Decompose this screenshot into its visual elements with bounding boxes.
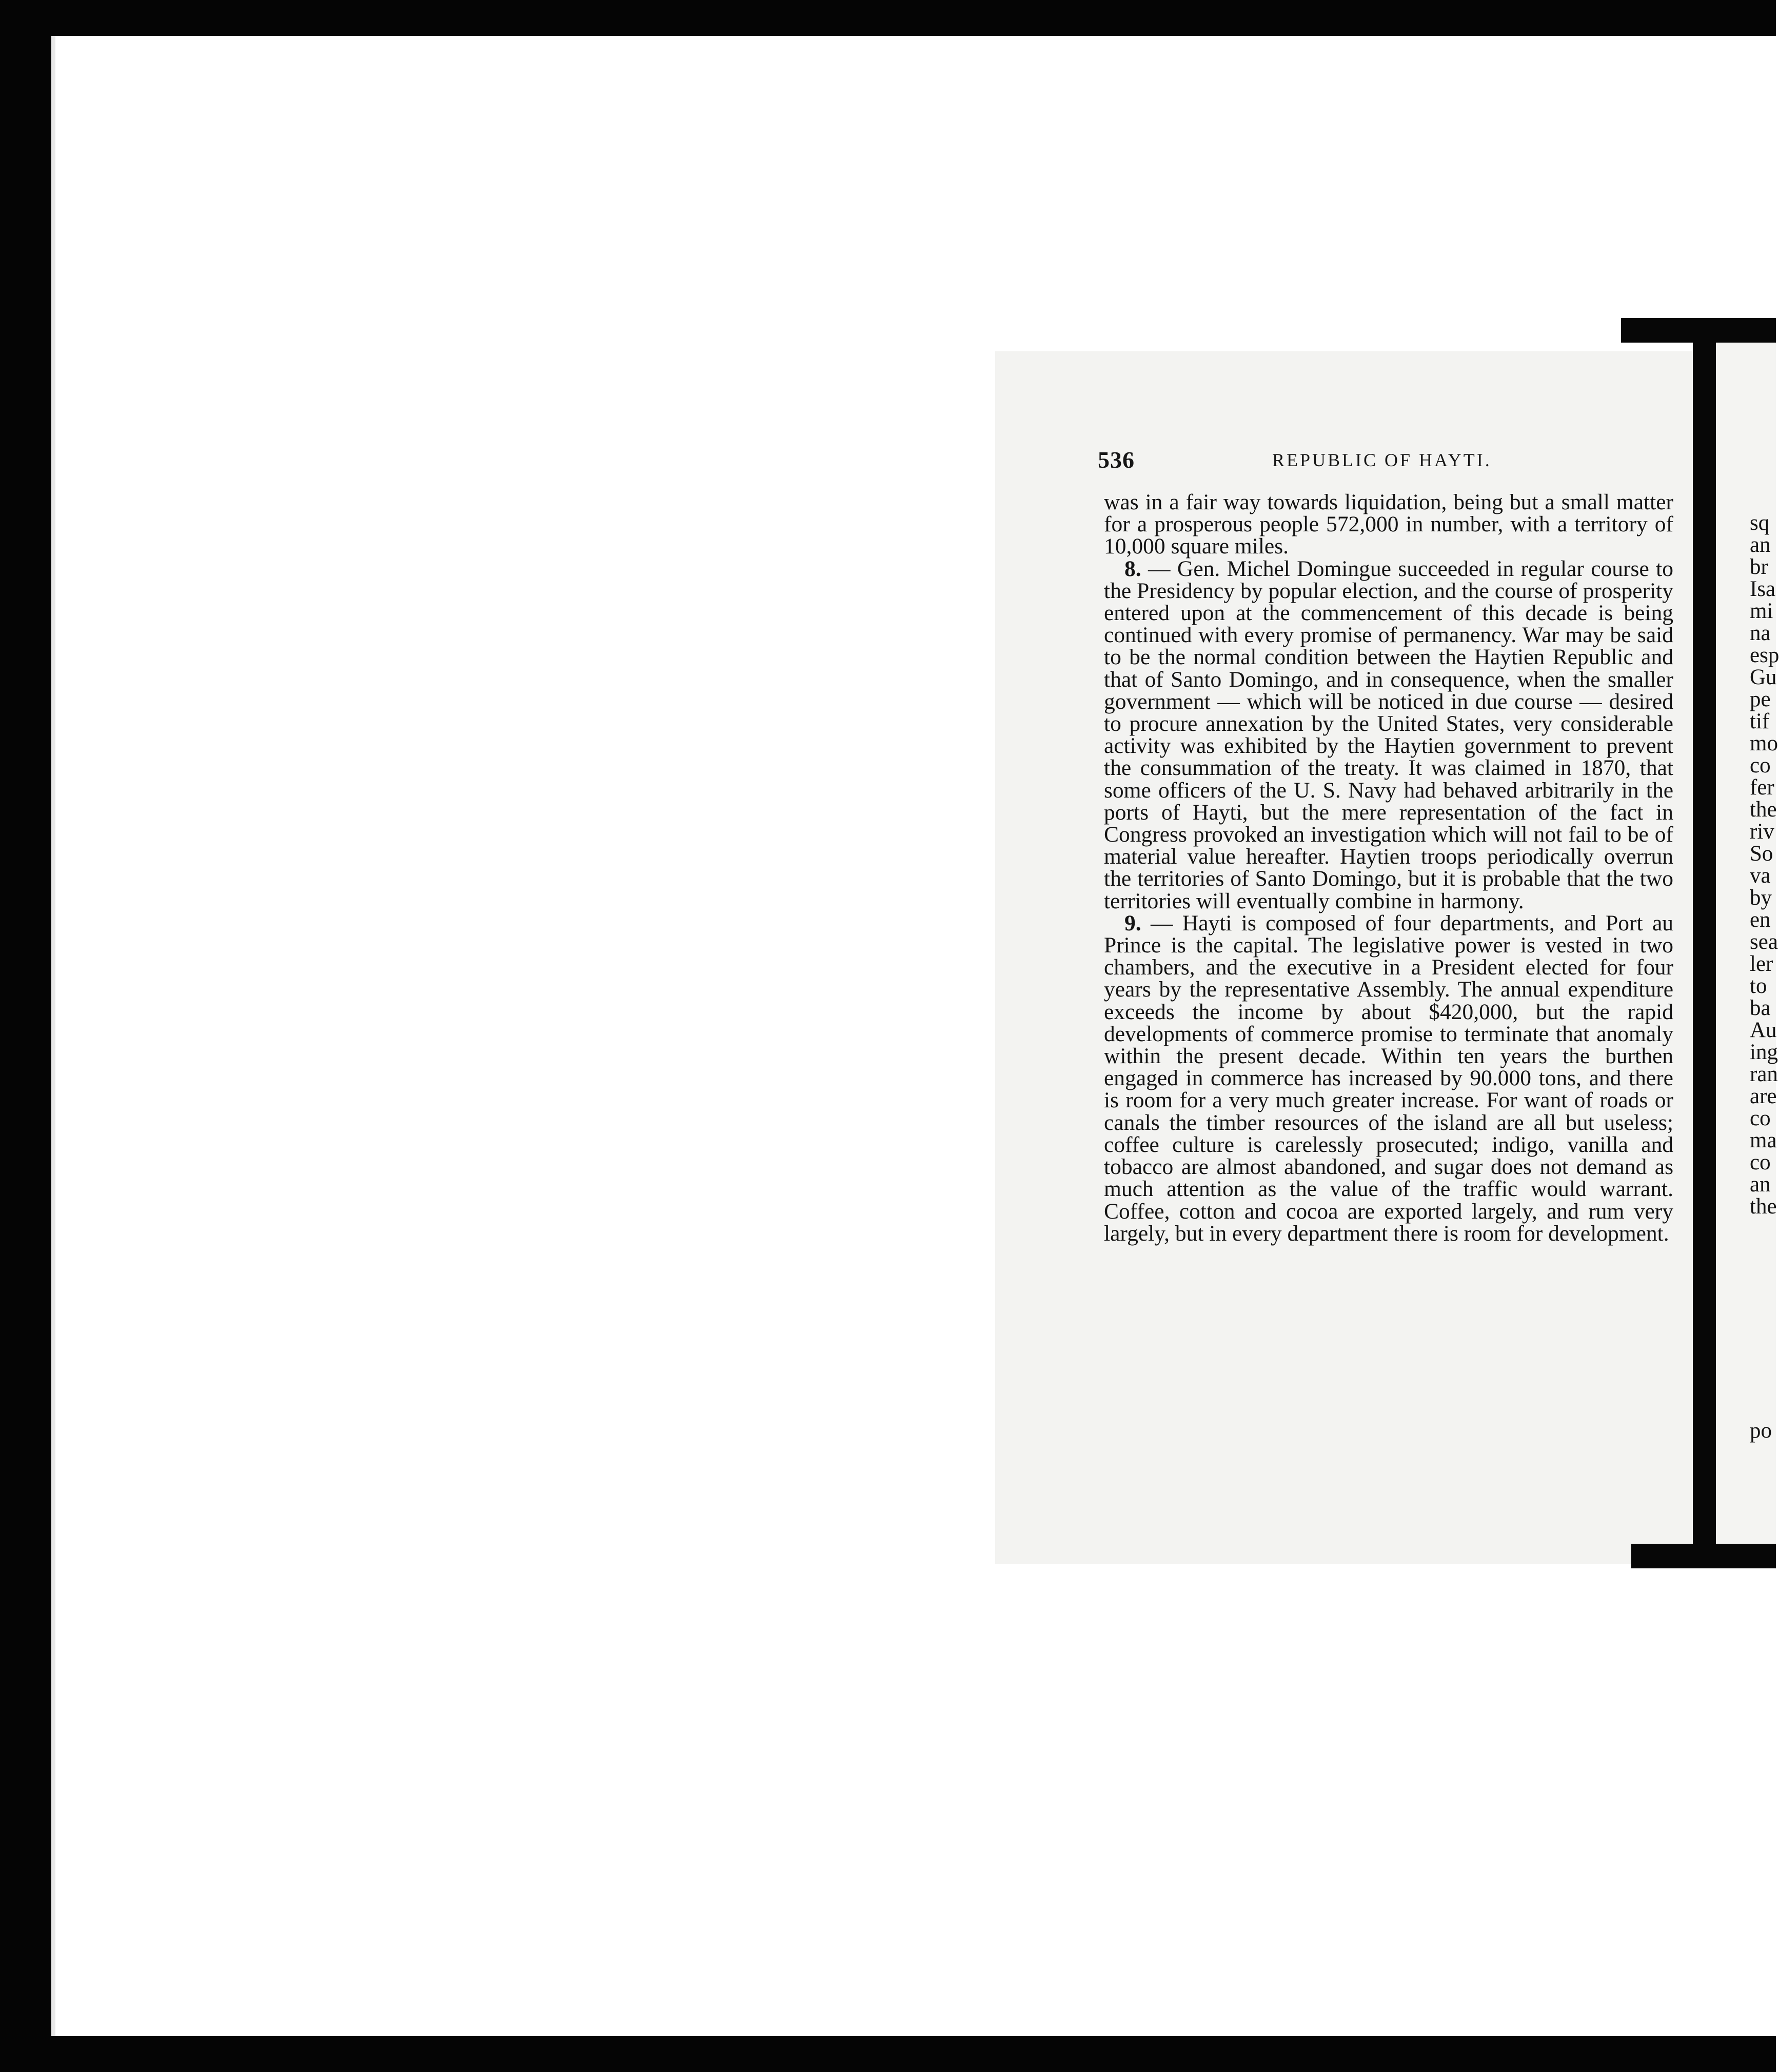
adjacent-text-fragment: esp — [1750, 643, 1779, 667]
scan-border-left — [0, 0, 51, 2072]
adjacent-text-fragment: ran — [1750, 1062, 1778, 1086]
adjacent-text-fragment: mi — [1750, 599, 1773, 623]
adjacent-text-fragment: pe — [1750, 687, 1771, 711]
adjacent-text-fragment: co — [1750, 1150, 1771, 1174]
scan-border-left-edge — [51, 36, 55, 2036]
page-number: 536 — [1098, 447, 1135, 473]
scan-border-bottom — [0, 2036, 1776, 2072]
adjacent-text-fragment: Isa — [1750, 577, 1776, 601]
adjacent-text-fragment: to — [1750, 974, 1767, 998]
paragraph-continued: was in a fair way towards liquidation, being but a small matter for a prosperous people 572,000 in number, with a territory of 10,000 square miles. — [1104, 490, 1673, 559]
adjacent-text-fragment: an — [1750, 1172, 1771, 1197]
adjacent-text-fragment: br — [1750, 555, 1768, 579]
adjacent-text-fragment: Au — [1750, 1018, 1777, 1042]
adjacent-text-fragment: sea — [1750, 930, 1778, 954]
running-head: REPUBLIC OF HAYTI. — [1272, 450, 1492, 470]
adjacent-text-fragment: co — [1750, 753, 1771, 778]
scan-border-top — [0, 0, 1776, 36]
adjacent-text-fragment: are — [1750, 1084, 1777, 1108]
adjacent-text-fragment: po — [1750, 1419, 1772, 1443]
adjacent-text-fragment: Gu — [1750, 665, 1777, 689]
adjacent-text-fragment: the — [1750, 798, 1777, 822]
adjacent-text-fragment: an — [1750, 533, 1771, 557]
adjacent-text-fragment: tif — [1750, 709, 1770, 733]
body-text — [1104, 491, 1673, 1245]
adjacent-text-fragment: co — [1750, 1106, 1771, 1130]
adjacent-text-fragment: va — [1750, 864, 1771, 888]
adjacent-text-fragment: riv — [1750, 820, 1774, 844]
adjacent-text-fragment: fer — [1750, 775, 1774, 800]
adjacent-text-fragment: ma — [1750, 1128, 1777, 1152]
adjacent-text-fragment: ba — [1750, 996, 1771, 1020]
adjacent-text-fragment: So — [1750, 842, 1773, 866]
adjacent-text-fragment: sq — [1750, 511, 1770, 535]
adjacent-text-fragment: the — [1750, 1194, 1777, 1219]
adjacent-text-fragment: ing — [1750, 1040, 1778, 1064]
adjacent-page — [1716, 343, 1779, 1544]
paragraph-section-8 — [1104, 558, 1673, 912]
adjacent-text-fragment: by — [1750, 886, 1772, 910]
adjacent-text-fragment: na — [1750, 621, 1771, 645]
adjacent-text-fragment: en — [1750, 908, 1771, 932]
section-9-text: — Hayti is composed of four departments, and Port au Prince is the capital. The legislative power is vested in two chambers, and the executive in a President elected for four years by the representative Assembly. The annual expenditure exceeds the income by about $420,000, but the rapid developments of commerce promise to terminate that anomaly within the present decade. Within ten years the burthen engaged in commerce has increased by 90.000 tons, and there is room for a very much greater increase. For want of roads or canals the timber resources of the island are all but useless; coffee culture is carelessly prosecuted; indigo, vanilla and tobacco are almost abandoned, and sugar does not demand as much attention as the value of the traffic would warrant. Coffee, cotton and cocoa are exported largely, and rum very largely, but in every department there is room for development. — [1104, 910, 1673, 1246]
adjacent-text-fragment: mo — [1750, 731, 1778, 755]
page-header — [1098, 446, 1675, 477]
section-8-text: — Gen. Michel Domingue succeeded in regular course to the Presidency by popular election, and the course of prosperity entered upon at the commencement of this decade is being continued with every promise of permanency. War may be said to be the normal condition between the Haytien Republic and that of Santo Domingo, and in consequence, when the smaller government — which will be noticed in due course — desired to procure annexation by the United States, very considerable activity was exhibited by the Haytien government to prevent the consummation of the treaty. It was claimed in 1870, that some officers of the U. S. Navy had behaved arbitrarily in the ports of Hayti, but the mere representation of the fact in Congress provoked an investigation which will not fail to be of material value hereafter. Haytien troops periodically overrun the territories of Santo Domingo, but it is probable that the two territories will eventually combine in harmony. — [1104, 556, 1673, 913]
section-number-8: 8. — [1124, 556, 1141, 581]
section-number-9: 9. — [1124, 910, 1141, 935]
adjacent-text-fragment: ler — [1750, 952, 1773, 976]
paragraph-section-9 — [1104, 912, 1673, 1245]
adjacent-page-bracket-stem — [1693, 318, 1716, 1568]
